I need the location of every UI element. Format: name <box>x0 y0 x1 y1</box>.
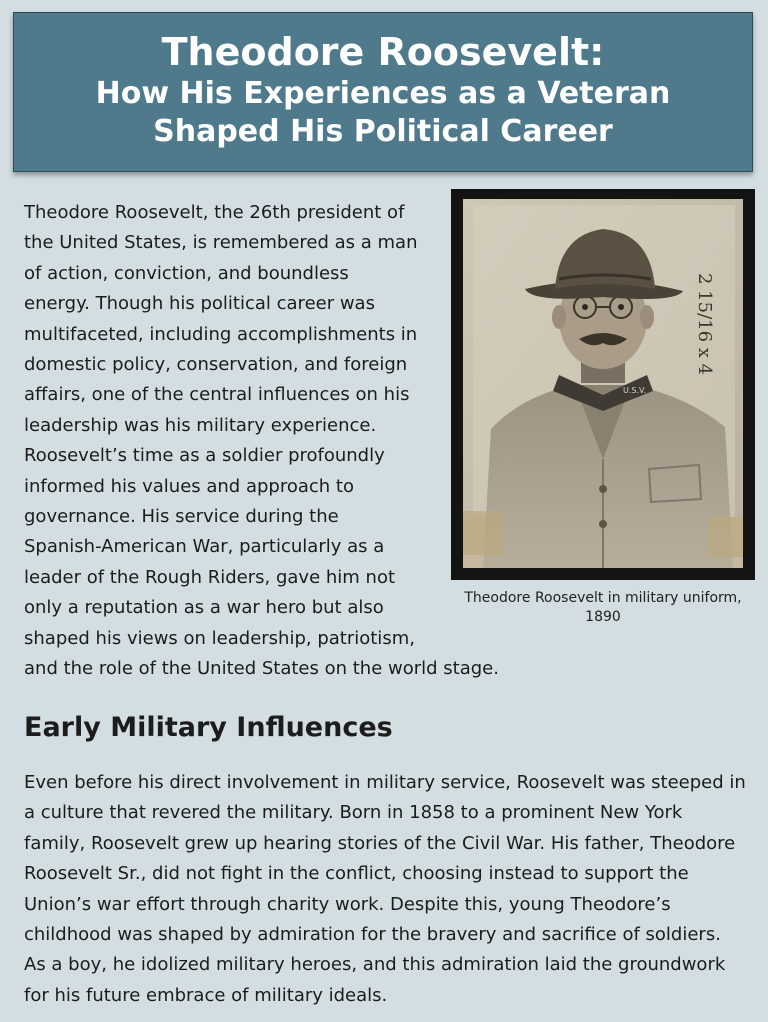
page-subtitle-line1: How His Experiences as a Veteran <box>95 76 671 111</box>
title-banner <box>13 12 753 172</box>
intro-text: Theodore Roosevelt, the 26th president of the United States, is remembered as a man of action, conviction, and boundless energy. Though his political career was multifaceted, including accomplishments in domestic policy, conservation, and foreign affairs, one of the central influences on his leadership was his military experience. Roosevelt’s time as a soldier profoundly informed his values and approach to governance. His service during the Spanish-American War, particularly as a leader of the Rough Riders, gave him not only a reputation as a war hero but also shaped his views on leadership, patriotism, and the role of the United States on the world stage. <box>24 202 499 680</box>
portrait-illustration <box>463 199 743 568</box>
page-subtitle-line2: Shaped His Political Career <box>153 114 613 149</box>
section-heading: Early Military Influences <box>24 712 393 743</box>
roosevelt-portrait-image <box>463 199 743 568</box>
portrait-photo-frame <box>451 189 755 580</box>
photo-caption: Theodore Roosevelt in military uniform, 1890 <box>464 590 742 625</box>
collar-insignia: U.S.V. <box>623 386 647 395</box>
handwritten-annotation: 2 15/16 x 4 <box>694 273 715 376</box>
page-title: Theodore Roosevelt: <box>161 30 605 74</box>
section-paragraph: Even before his direct involvement in military service, Roosevelt was steeped in a culture that revered the military. Born in 1858 to a prominent New York family, Roosevelt grew up hearing stories of the Civil War. His father, Theodore Roosevelt Sr., did not fight in the conflict, choosing instead to support the Union’s war effort through charity work. Despite this, young Theodore’s childhood was shaped by admiration for the bravery and sacrifice of soldiers. As a boy, he idolized military heroes, and this admiration laid the groundwork for his future embrace of military ideals. <box>24 772 746 1006</box>
